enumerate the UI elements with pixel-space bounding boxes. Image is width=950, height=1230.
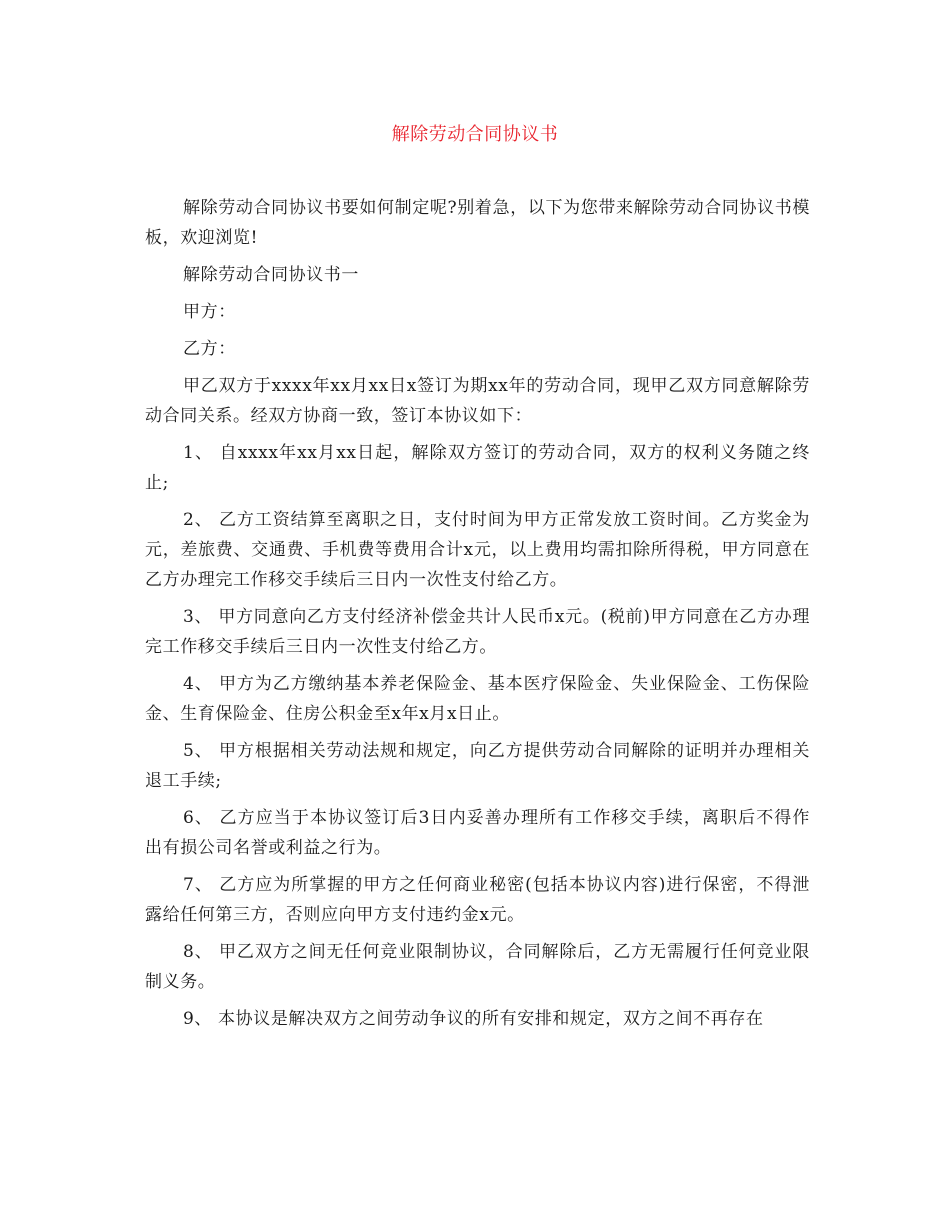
document-body	[145, 193, 810, 1041]
intro-paragraph: 解除劳动合同协议书要如何制定呢?别着急，以下为您带来解除劳动合同协议书模板，欢迎浏览!	[145, 198, 810, 248]
clause-9: 9、 本协议是解决双方之间劳动争议的所有安排和规定，双方之间不再存在	[183, 1009, 764, 1029]
clause-8: 8、 甲乙双方之间无任何竞业限制协议，合同解除后，乙方无需履行任何竞业限制义务。	[145, 942, 810, 992]
party-a-line: 甲方：	[183, 302, 236, 322]
clause-1: 1、 自xxxx年xx月xx日起，解除双方签订的劳动合同，双方的权利义务随之终止;	[145, 443, 810, 493]
clause-7: 7、 乙方应为所掌握的甲方之任何商业秘密(包括本协议内容)进行保密，不得泄露给任何第三方，否则应向甲方支付违约金x元。	[145, 875, 810, 925]
clause-3: 3、 甲方同意向乙方支付经济补偿金共计人民币x元。(税前)甲方同意在乙方办理完工作移交手续后三日内一次性支付给乙方。	[145, 607, 810, 657]
clause-5: 5、 甲方根据相关劳动法规和规定，向乙方提供劳动合同解除的证明并办理相关退工手续;	[145, 741, 810, 791]
preamble-paragraph: 甲乙双方于xxxx年xx月xx日x签订为期xx年的劳动合同，现甲乙双方同意解除劳动合同关系。经双方协商一致，签订本协议如下：	[145, 376, 810, 426]
section-heading: 解除劳动合同协议书一	[183, 265, 359, 285]
clause-6: 6、 乙方应当于本协议签订后3日内妥善办理所有工作移交手续，离职后不得作出有损公司名誉或利益之行为。	[145, 808, 810, 858]
party-b-line: 乙方：	[183, 339, 236, 359]
document-title: 解除劳动合同协议书	[391, 124, 559, 145]
clause-2: 2、 乙方工资结算至离职之日，支付时间为甲方正常发放工资时间。乙方奖金为元，差旅费、交通费、手机费等费用合计x元，以上费用均需扣除所得税，甲方同意在乙方办理完工作移交手续后三日内一次性支付给乙方。	[145, 510, 810, 590]
clause-4: 4、 甲方为乙方缴纳基本养老保险金、基本医疗保险金、失业保险金、工伤保险金、生育保险金、住房公积金至x年x月x日止。	[145, 674, 810, 724]
